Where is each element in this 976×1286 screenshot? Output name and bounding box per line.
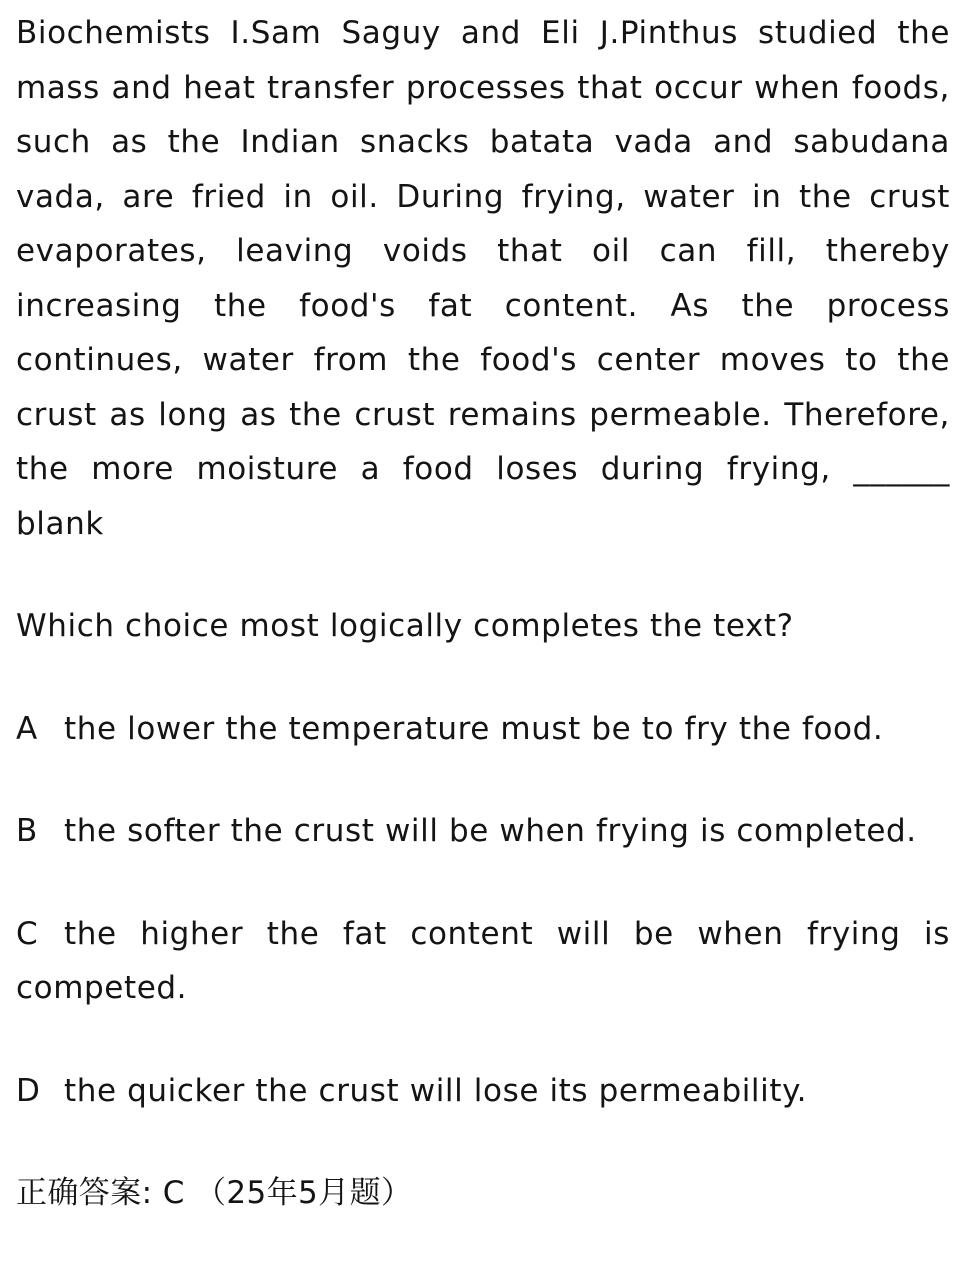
choice-letter: B [16,813,38,849]
choice-text: the softer the crust will be when frying is completed. [64,813,917,849]
choice-d [16,1064,950,1119]
choice-text: the lower the temperature must be to fry the food. [64,710,884,747]
answer-key: 正确答案: C （25年5月题） [16,1175,413,1211]
choice-text: the higher the fat content will be when frying is competed. [16,915,950,1006]
choice-letter: C [16,915,39,952]
choice-a [16,702,950,757]
question-document [16,6,950,1221]
question-prompt: Which choice most logically completes the text? [16,608,794,644]
passage-text: Biochemists I.Sam Saguy and Eli J.Pinthus studied the mass and heat transfer processes that occur when foods, such as the Indian snacks batata vada and sabudana vada, are fried in oil. During frying, water in the crust evaporates, leaving voids that oil can fill, thereby increasing the food's fat content. As the process continues, water from the food's center moves to the crust as long as the crust remains permeable. Therefore, the more moisture a food loses during frying, ______ blank [16,15,950,542]
choice-text: the quicker the crust will lose its permeability. [64,1072,808,1109]
choice-b [16,804,950,859]
choice-letter: A [16,710,38,747]
choice-letter: D [16,1072,41,1109]
choice-c [16,907,950,1016]
